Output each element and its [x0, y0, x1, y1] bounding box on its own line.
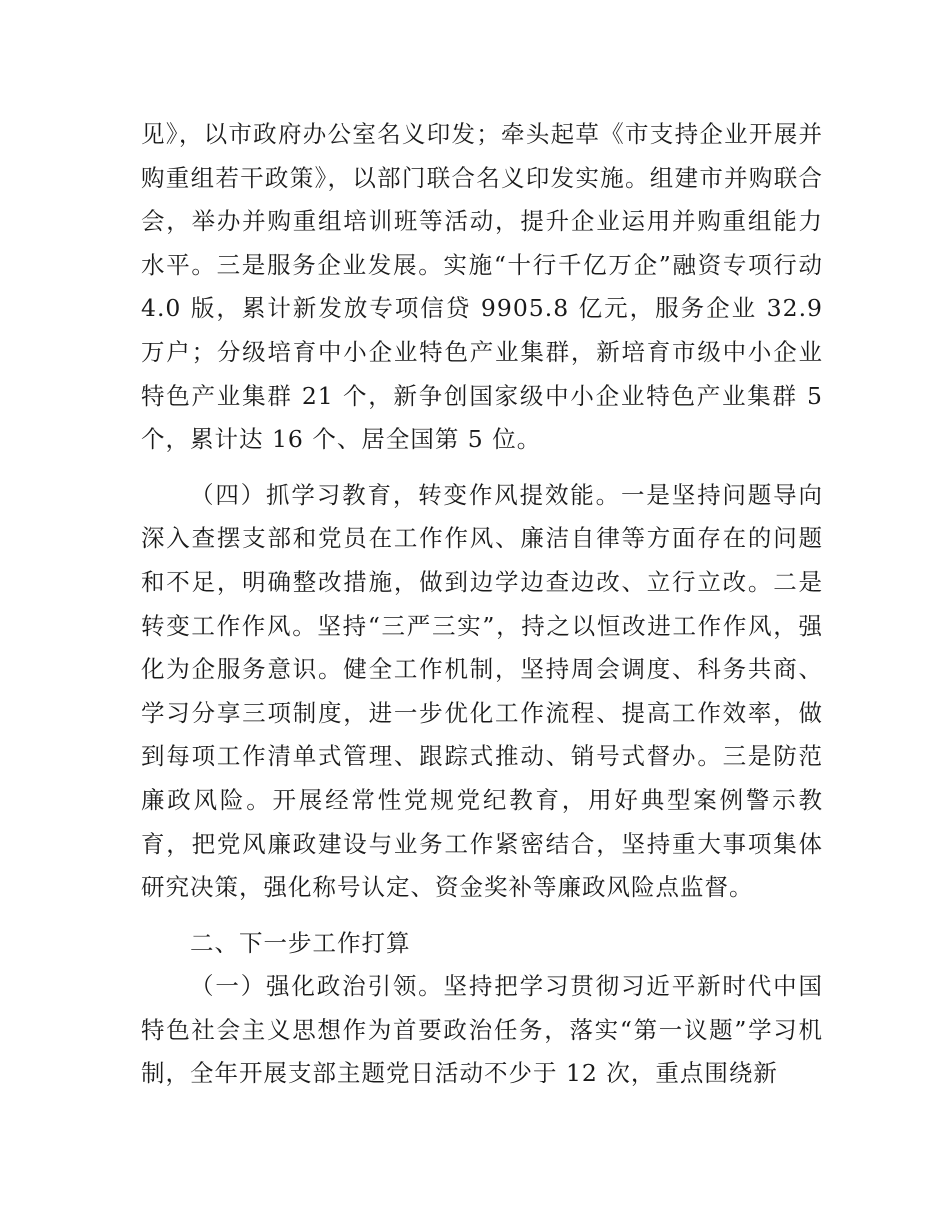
- section-heading-next-steps: 二、下一步工作打算: [190, 928, 411, 957]
- document-body: [141, 113, 823, 1096]
- paragraph-study-education: （四）抓学习教育，转变作风提效能。一是坚持问题导向深入查摆支部和党员在工作作风、廉洁自律等方面存在的问题和不足，明确整改措施，做到边学边查边改、立行立改。二是转变工作作风。坚持“三严三实”，持之以恒改进工作作风，强化为企服务意识。健全工作机制，坚持周会调度、科务共商、学习分享三项制度，进一步优化工作流程、提高工作效率，做到每项工作清单式管理、跟踪式推动、销号式督办。三是防范廉政风险。开展经常性党规党纪教育，用好典型案例警示教育，把党风廉政建设与业务工作紧密结合，坚持重大事项集体研究决策，强化称号认定、资金奖补等廉政风险点监督。: [141, 480, 823, 902]
- paragraph-political-leadership: （一）强化政治引领。坚持把学习贯彻习近平新时代中国特色社会主义思想作为首要政治任务，落实“第一议题”学习机制，全年开展支部主题党日活动不少于 12 次，重点围绕新: [141, 972, 823, 1088]
- paragraph-service-enterprise: 见》，以市政府办公室名义印发；牵头起草《市支持企业开展并购重组若干政策》，以部门联合名义印发实施。组建市并购联合会，举办并购重组培训班等活动，提升企业运用并购重组能力水平。三是服务企业发展。实施“十行千亿万企”融资专项行动 4.0 版，累计新发放专项信贷 9905.8 亿元，服务企业 32.9 万户；分级培育中小企业特色产业集群，新培育市级中小企业特色产业集群 21 个，新争创国家级中小企业特色产业集群 5 个，累计达 16 个、居全国第 5 位。: [141, 120, 823, 454]
